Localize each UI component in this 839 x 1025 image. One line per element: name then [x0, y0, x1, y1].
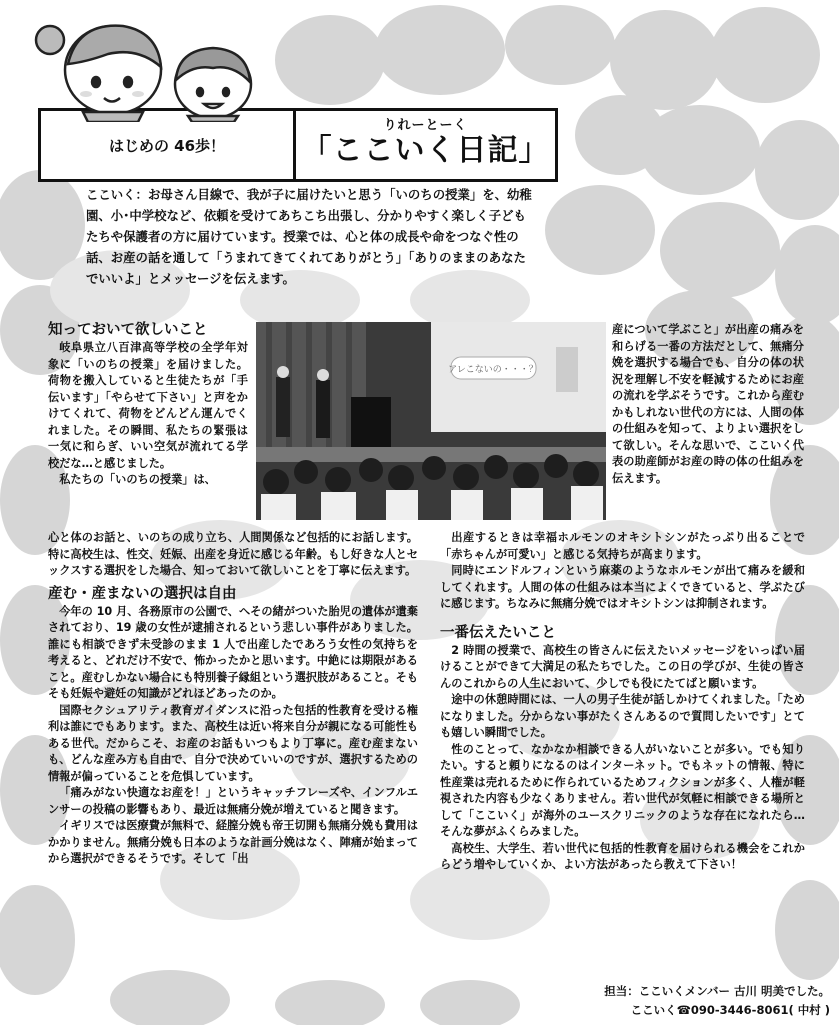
- section-4-paragraph-3: 性のことって、なかなか相談できる人がいないことが多い。でも知りたい。すると頼りになるのはインターネット。でもネットの情報、特に性産業は売れるために作られているためフィクションが多く、人権が軽視された内容も少なくありません。若い世代が気軽に相談できる場所として「ここいく」が海外のユースクリニックのような存在になれたら…そんな夢がふくらみました。: [440, 742, 805, 838]
- title-area: [296, 111, 555, 179]
- section-3-paragraph-1: 産について学ぶこと」が出産の痛みを和らげる一番の方法だとして、無痛分娩を選択する場合でも、自分の体の状況を理解し不安を軽減するためにお産の流れを学ぶそうです。これから産むかもしれない世代の方には、人間の体の仕組みを知って、よりよい選択をして欲しい。そんな思いで、ここいく代表の助産師がお産の時の体の仕組みを伝えます。: [612, 323, 804, 485]
- section-2-paragraph-2: 国際セクシュアリティ教育ガイダンスに沿った包括的性教育を受ける権利は誰にでもあります。また、高校生は近い将来自分が親になる可能性もある世代。だからこそ、お産のお話もいつもより丁寧に。産む産まないも、どんな産み方も自由で、自分で決めていいのですが、選択するための情報が偏っていることを危惧しています。: [48, 703, 418, 783]
- section-4-paragraph-2: 途中の休憩時間には、一人の男子生徒が話しかけてくれました。「ためになりました。分からない事がたくさんあるので質問したいです」とても嬉しい瞬間でした。: [440, 693, 805, 739]
- section-1-bottom: [48, 530, 418, 868]
- section-1-paragraph-1: 岐阜県立八百津高等学校の全学年対象に「いのちの授業」を届けました。荷物を搬入していると生徒たちが「手伝います」「やらせて下さい」と声をかけてくれて、荷物をどんどん運んでくれました。その瞬間、私たちの緊張は一気に和らぎ、いい空気が流れてる学校だな…と感じました。: [48, 341, 248, 470]
- section-1-paragraph-2b: 心と体のお話と、いのちの成り立ち、人間関係など包括的にお話します。特に高校生は、性交、妊娠、出産を身近に感じる年齢。もし好きな人とセックスする選択をした場合、知っておいて欲しいことを丁寧に伝えます。: [48, 531, 418, 577]
- series-label: りれーとーく: [383, 118, 468, 133]
- section-3-top: [612, 322, 804, 487]
- section-heading-2: 産む・産まないの選択は自由: [48, 585, 237, 602]
- step-label: はじめの 46歩！: [41, 111, 296, 179]
- section-2-paragraph-3: 「痛みがない快適なお産を！」というキャッチフレーズや、インフルエンサーの投稿の影響もあり、最近は無痛分娩が増えていると聞きます。: [48, 786, 418, 816]
- footer-contact: ここいく☎090-3446-8061( 中村 ): [630, 1003, 830, 1017]
- section-4-paragraph-1: 2 時間の授業で、高校生の皆さんに伝えたいメッセージをいっぱい届けることができて大満足の私たちでした。この日の学びが、生徒の皆さんのこれからの人生において、少しでも役にたてばと願います。: [440, 643, 805, 690]
- section-heading-4: 一番伝えたいこと: [440, 624, 556, 641]
- footer-credit-block: [540, 982, 830, 1020]
- section-3-bottom: [440, 530, 805, 874]
- section-2-paragraph-1: 今年の 10 月、各務原市の公園で、へその緒がついた胎児の遺体が遺棄されており、19 歳の女性が逮捕されるという悲しい事件がありました。誰にも相談できず未受診のまま 1 人で出産したであろう女性の気持ちを考えると、どれだけ不安で、怖かったかと思います。中絶には期限があること。産むしかない場合にも特別養子縁組という選択肢があること。そもそも妊娠や避妊の知識がどれほどあったのか。: [48, 604, 418, 700]
- footer-credit: 担当：ここいくメンバー 古川 明美でした。: [604, 984, 830, 998]
- section-heading-1: 知っておいて欲しいこと: [48, 322, 208, 338]
- page-title: 「ここいく日記」: [301, 133, 550, 168]
- section-1-top: [48, 320, 248, 489]
- lecture-photo: [256, 322, 606, 520]
- children-illustration: [28, 12, 258, 122]
- lecture-scene: [256, 322, 606, 520]
- section-3-paragraph-2: 出産するときは幸福ホルモンのオキシトシンがたっぷり出ることで「赤ちゃんが可愛い」と感じる気持ちが高まります。: [440, 531, 805, 561]
- section-3-paragraph-3: 同時にエンドルフィンという麻薬のようなホルモンが出て痛みを緩和してくれます。人間の体の仕組みは本当によくできていると、学ぶたびに感じます。ちなみに無痛分娩ではオキシトシンは抑制されます。: [440, 564, 805, 610]
- section-4-paragraph-4: 高校生、大学生、若い世代に包括的性教育を届けられる機会をこれからどう増やしていくか、よい方法があったら教えて下さい！: [440, 841, 805, 871]
- section-1-paragraph-2a: 私たちの「いのちの授業」は、: [59, 473, 216, 486]
- screen-text: アレこないの・・・？: [448, 365, 538, 375]
- intro-text: ここいく：お母さん目線で、我が子に届けたいと思う「いのちの授業」を、幼稚園、小･中学校など、依頼を受けてあちこち出張し、分かりやすく楽しく子どもたちや保護者の方に届けています。授業では、心と体の成長や命をつなぐ性の話、お産の話を通して「うまれてきてくれてありがとう」「ありのままのあなたでいいよ」とメッセージを伝えます。: [86, 187, 532, 286]
- section-2-paragraph-4: イギリスでは医療費が無料で、経膣分娩も帝王切開も無痛分娩も費用はかかりません。無痛分娩も日本のような計画分娩はなく、陣痛が始まってから選択ができるそうです。そして「出: [48, 819, 418, 865]
